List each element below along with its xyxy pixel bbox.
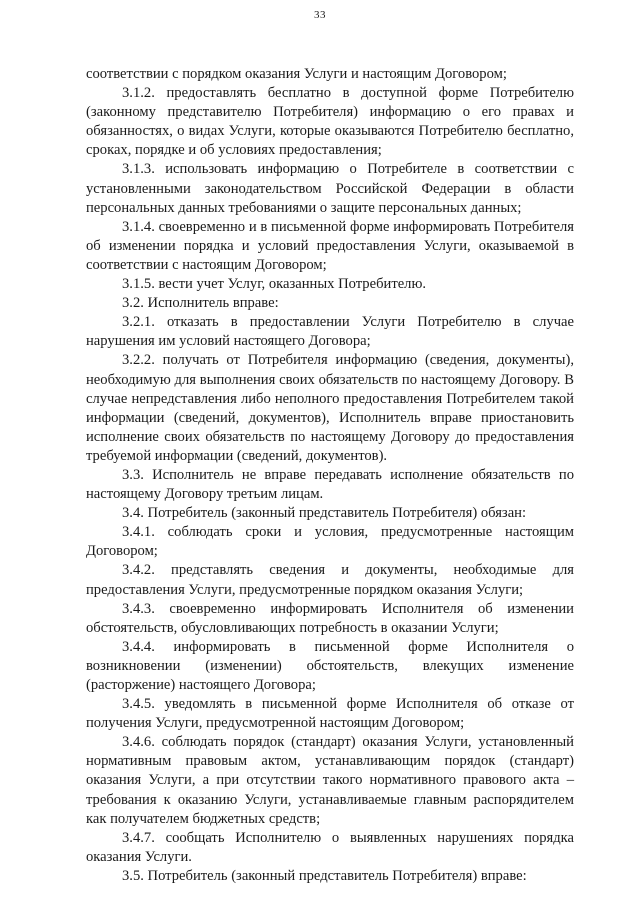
- paragraph-3-2-2: 3.2.2. получать от Потребителя информацию (сведения, документы), необходимую для выполнения своих обязательств по настоящему Договору. В случае непредставления либо неполного предоставления Потребителем такой информации (сведений, документов), Исполнитель вправе приостановить исполнение своих обязательств по настоящему Договору до предоставления требуемой информации (сведений, документов).: [86, 352, 574, 464]
- paragraph-3-4-6: 3.4.6. соблюдать порядок (стандарт) оказания Услуги, установленный нормативным правовым актом, устанавливающим порядок (стандарт) оказания Услуги, а при отсутствии такого нормативного правового акта – требования к оказанию Услуги, устанавливаемые главным распорядителем как получателем бюджетных средств;: [86, 734, 574, 827]
- paragraph-3-3: 3.3. Исполнитель не вправе передавать исполнение обязательств по настоящему Договору третьим лицам.: [86, 466, 574, 503]
- paragraph-3-2-1: 3.2.1. отказать в предоставлении Услуги Потребителю в случае нарушения им условий настоящего Договора;: [86, 314, 574, 350]
- paragraph-3-1-5: 3.1.5. вести учет Услуг, оказанных Потребителю.: [122, 276, 427, 293]
- paragraph-3-4-3: 3.4.3. своевременно информировать Исполнителя об изменении обстоятельств, обусловливающих потребность в оказании Услуги;: [86, 600, 574, 636]
- page-number: 33: [314, 9, 326, 21]
- paragraph-3-4-1: 3.4.1. соблюдать сроки и условия, предусмотренные настоящим Договором;: [86, 524, 574, 560]
- paragraph-3-2: 3.2. Исполнитель вправе:: [122, 295, 279, 312]
- paragraph-3-1-2: 3.1.2. предоставлять бесплатно в доступной форме Потребителю (законному представителю Потребителя) информацию о его правах и обязанностях, о видах Услуги, которые оказываются Потребителю бесплатно, сроках, порядке и об условиях предоставления;: [86, 85, 574, 159]
- paragraph-3-4-5: 3.4.5. уведомлять в письменной форме Исполнителя об отказе от получения Услуги, предусмотренной настоящим Договором;: [86, 696, 574, 732]
- paragraph-3-1-3: 3.1.3. использовать информацию о Потребителе в соответствии с установленными законодательством Российской Федерации в области персональных данных требованиями о защите персональных данных;: [86, 161, 574, 216]
- document-body: [86, 65, 574, 886]
- paragraph-3-4: 3.4. Потребитель (законный представитель Потребителя) обязан:: [122, 505, 527, 522]
- paragraph-3-4-7: 3.4.7. сообщать Исполнителю о выявленных нарушениях порядка оказания Услуги.: [86, 829, 574, 865]
- paragraph-3-5: 3.5. Потребитель (законный представитель Потребителя) вправе:: [122, 867, 527, 884]
- paragraph-3-4-4: 3.4.4. информировать в письменной форме Исполнителя о возникновении (изменении) обстоятельств, влекущих изменение (расторжение) настоящего Договора;: [86, 638, 574, 693]
- paragraph-3-4-2: 3.4.2. представлять сведения и документы, необходимые для предоставления Услуги, предусмотренные порядком оказания Услуги;: [86, 562, 574, 598]
- paragraph-continuation: соответствии с порядком оказания Услуги и настоящим Договором;: [86, 66, 507, 82]
- paragraph-3-1-4: 3.1.4. своевременно и в письменной форме информировать Потребителя об изменении порядка и условий предоставления Услуги, оказываемой в соответствии с настоящим Договором;: [86, 218, 574, 273]
